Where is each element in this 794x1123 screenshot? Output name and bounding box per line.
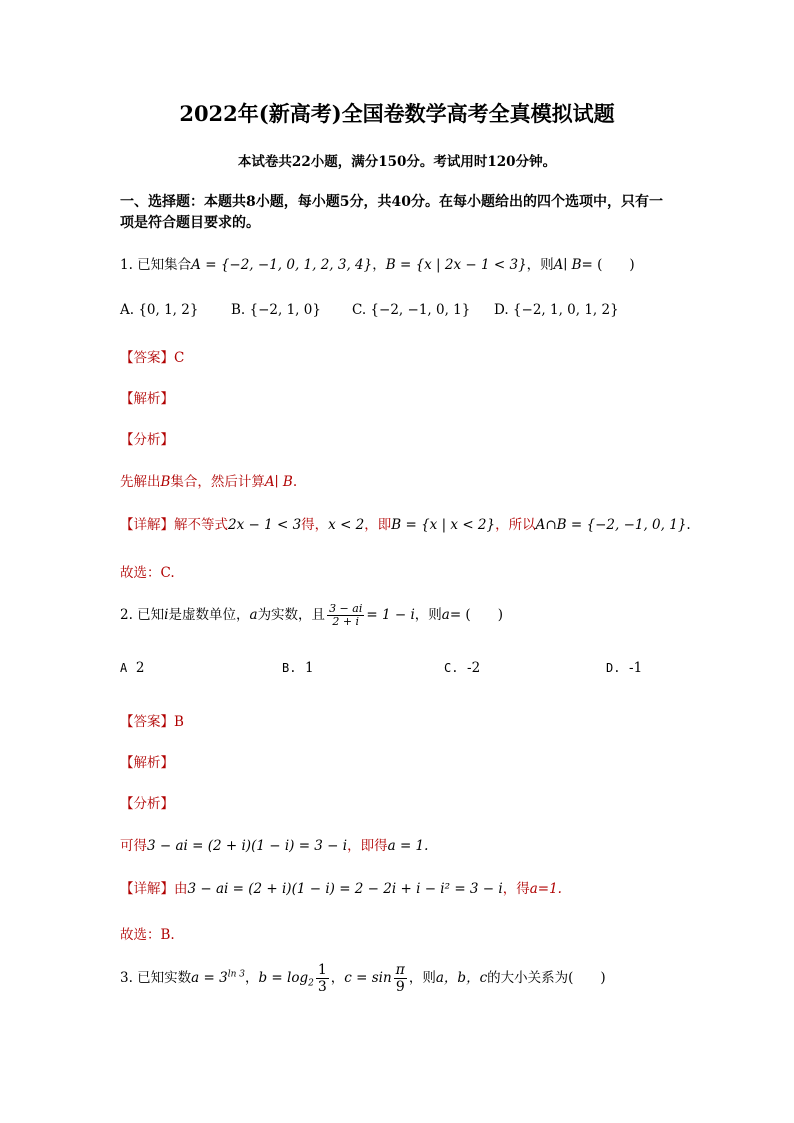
q1-option-d: D. {−2, 1, 0, 1, 2} [494, 302, 619, 318]
question-1-stem: 1. 已知集合A = {−2, −1, 0, 1, 2, 3, 4}，B = {x | 2x − 1 < 3}，则A∣ B= ( ) [120, 257, 635, 273]
q2-fenxi-label: 【分析】 [120, 796, 174, 812]
q1-detail: 【详解】解不等式2x − 1 < 3得，x < 2，即B = {x | x < 2}，所以A∩B = {−2, −1, 0, 1}. [120, 517, 691, 533]
q2-option-b: B. 1 [282, 660, 314, 676]
q1-jiexi-label: 【解析】 [120, 391, 174, 407]
q1-analysis: 先解出B集合，然后计算A∣ B. [120, 474, 298, 490]
q2-option-d: D. -1 [606, 660, 643, 676]
q2-jiexi-label: 【解析】 [120, 755, 174, 771]
q1-option-a: A. {0, 1, 2} [120, 302, 199, 318]
page-title: 2022年(新高考)全国卷数学高考全真模拟试题 [179, 101, 615, 126]
q2-analysis: 可得3 − ai = (2 + i)(1 − i) = 3 − i，即得a = 1. [120, 838, 429, 854]
exam-info: 本试卷共22小题，满分150分。考试用时120分钟。 [237, 154, 557, 170]
question-3-stem: 3. 已知实数$a = 3^{ln 3}$，$b = \log_2$ $\frac{1}{3}$ ，c = sin $\frac{\pi}{9}$ ，则a，b，c的大小关系为( ) [120, 962, 606, 995]
q2-conclusion: 故选：B. [120, 927, 175, 943]
question-2-stem: 2. 已知i是虚数单位，a为实数，且 $\frac{3 - ai}{2 + i}$ = 1 − i，则a= ( ) [120, 602, 503, 628]
q1-option-c: C. {−2, −1, 0, 1} [352, 302, 471, 318]
q1-conclusion: 故选：C. [120, 565, 175, 581]
q2-option-a: A 2 [120, 660, 145, 676]
q2-detail: 【详解】由3 − ai = (2 + i)(1 − i) = 2 − 2i + i − i² = 3 − i，得a=1. [120, 881, 562, 897]
section-heading-line2: 项是符合题目要求的。 [120, 215, 260, 231]
q1-fenxi-label: 【分析】 [120, 432, 174, 448]
q2-answer: 【答案】B [120, 714, 184, 730]
q1-answer: 【答案】C [120, 350, 185, 366]
q2-option-c: C. -2 [444, 660, 481, 676]
q2-fraction: $\frac{3 - ai}{2 + i}$ [329, 602, 363, 628]
section-heading-line1: 一、选择题：本题共8小题，每小题5分，共40分。在每小题给出的四个选项中，只有一 [120, 194, 663, 210]
q1-option-b: B. {−2, 1, 0} [231, 302, 321, 318]
